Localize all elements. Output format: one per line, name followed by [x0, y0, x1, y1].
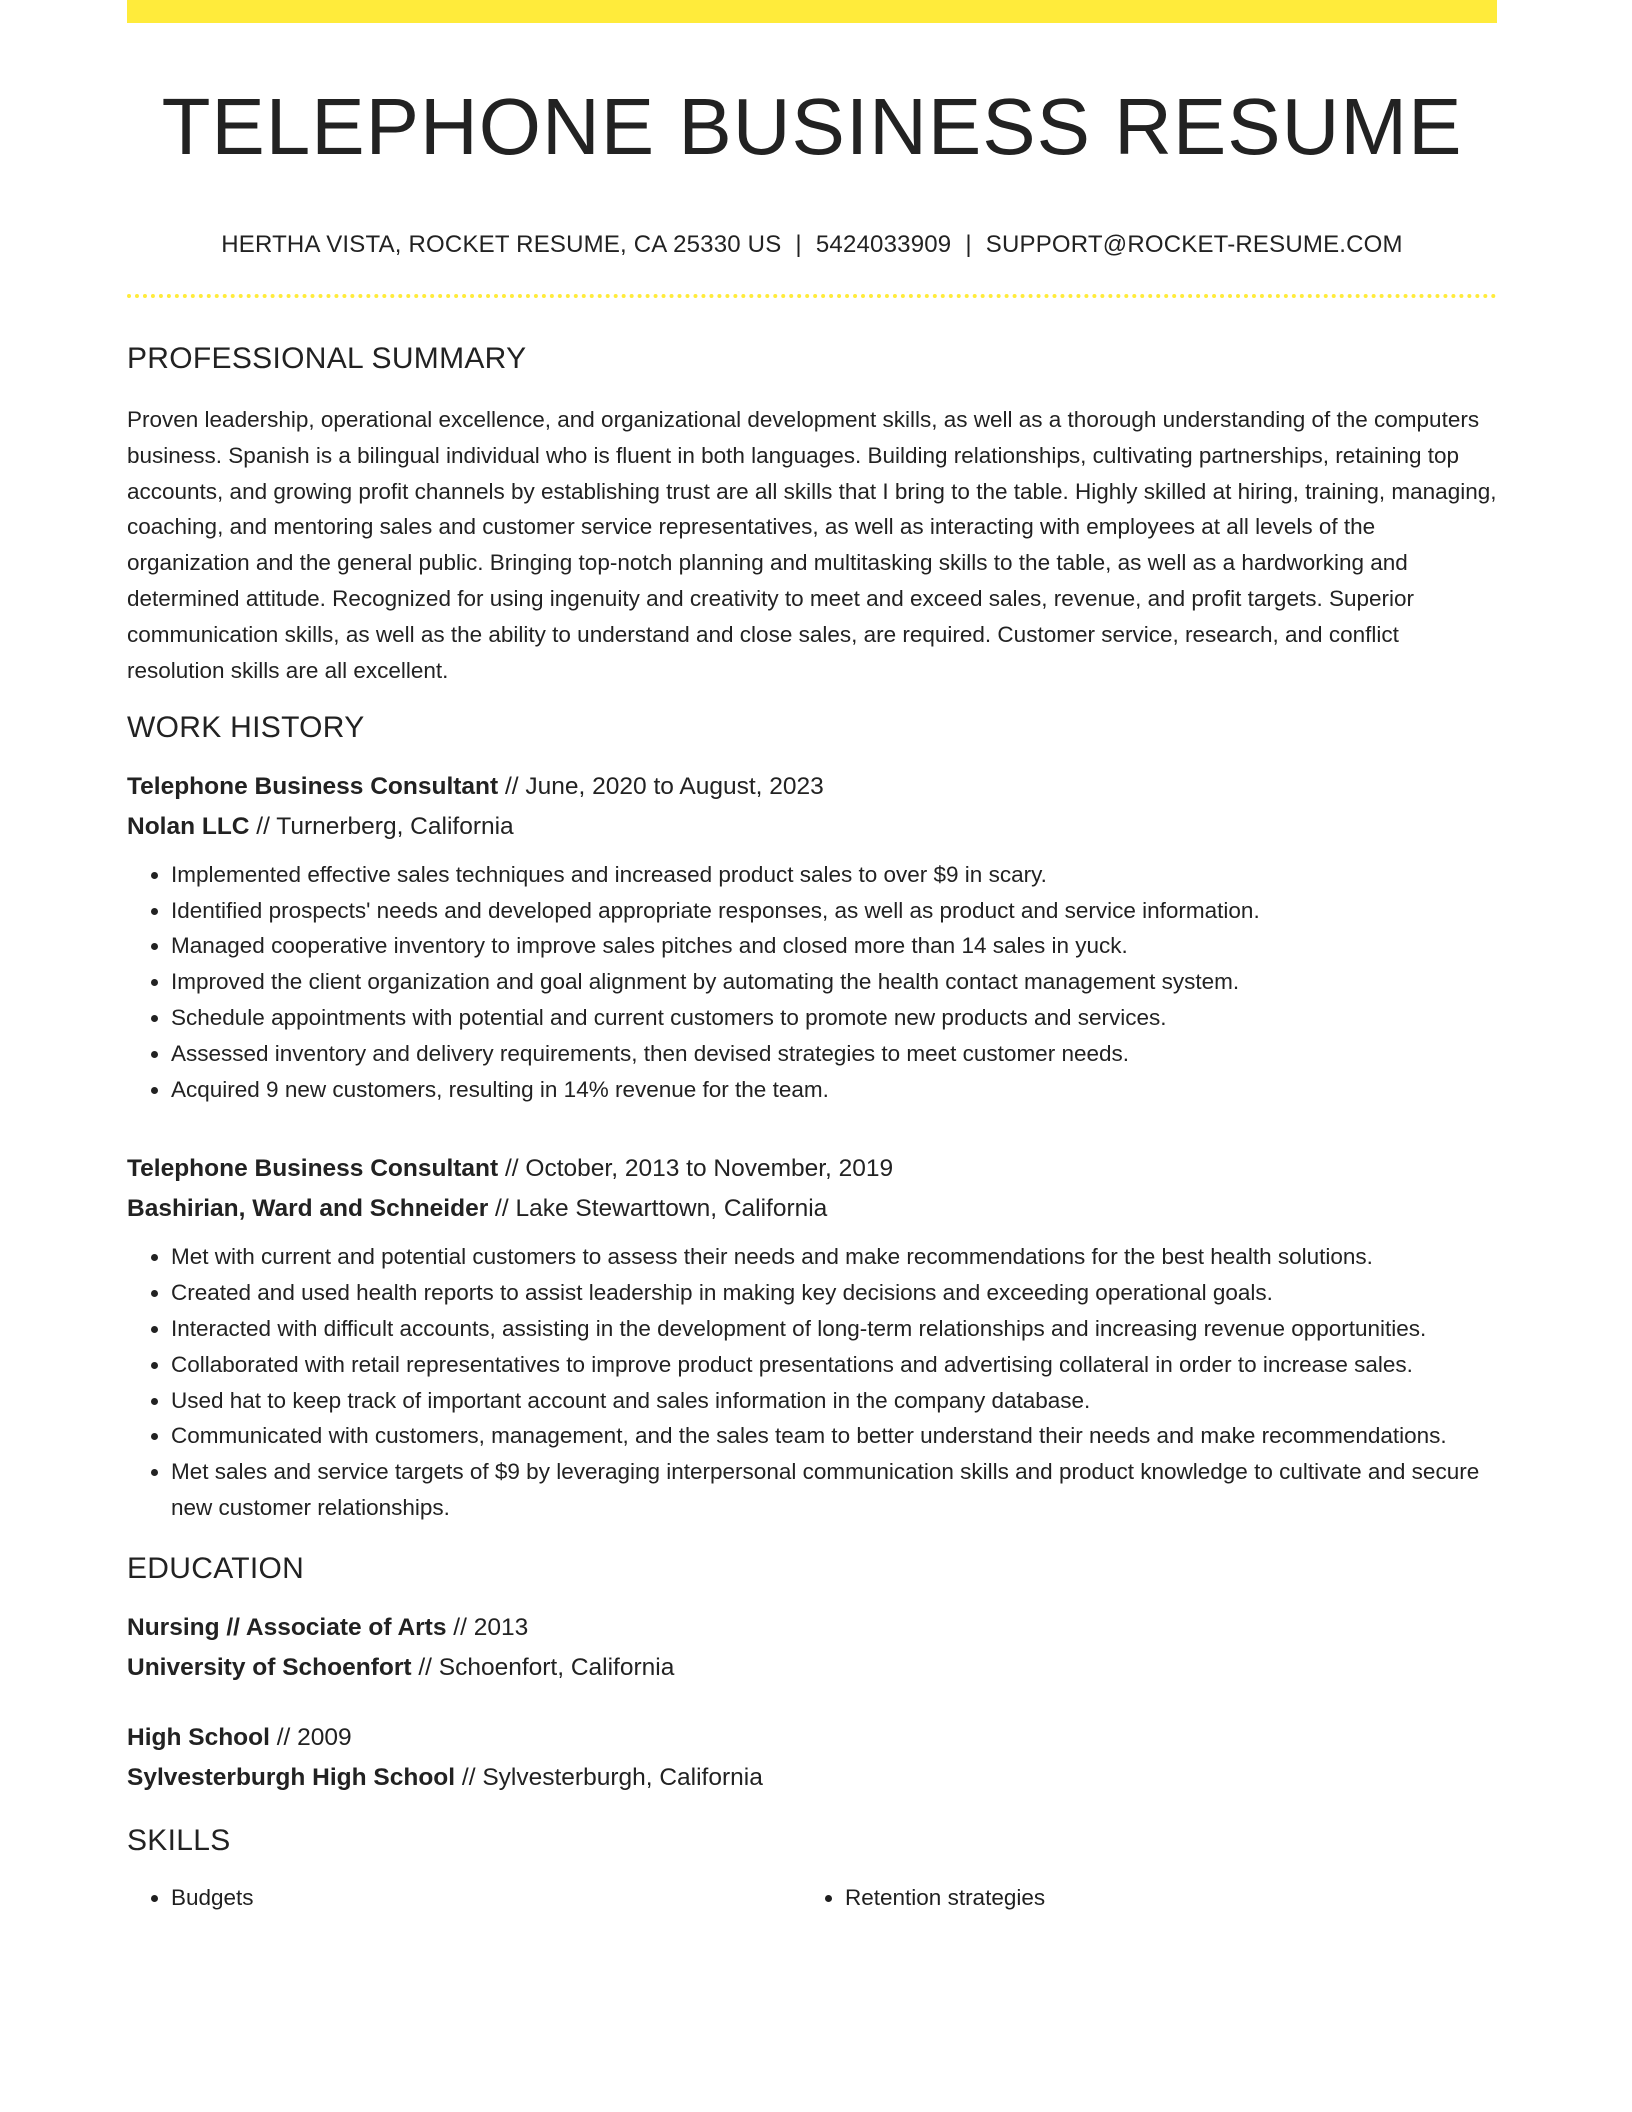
education-school-line [127, 1758, 1497, 1798]
job-bullet: • Collaborated with retail representatives to improve product presentations and advertising collateral in order to increase sales. [171, 1347, 1497, 1383]
skills-column-right [801, 1880, 1475, 1916]
summary-text: Proven leadership, operational excellence, and organizational development skills, as well as a thorough understanding of the computers business. Spanish is a bilingual individual who is fluent in both languages. Building relationships, cultivating partnerships, retaining top accounts, and growing profit channels by establishing trust are all skills that I bring to the table. Highly skilled at hiring, training, managing, coaching, and mentoring sales and customer service representatives, as well as interacting with employees at all levels of the organization and the general public. Bringing top-notch planning and multitasking skills to the table, as well as a hardworking and determined attitude. Recognized for using ingenuity and creativity to meet and exceed sales, revenue, and profit targets. Superior communication skills, as well as the ability to understand and close sales, are required. Customer service, research, and conflict resolution skills are all excellent. [127, 407, 1497, 683]
summary-heading: PROFESSIONAL SUMMARY [127, 342, 527, 375]
education-location: // Schoenfort, California [411, 1653, 675, 1681]
education-degree-line [127, 1608, 1497, 1648]
job-location: // Turnerberg, California [249, 812, 514, 840]
job-bullet: • Identified prospects' needs and developed appropriate responses, as well as product and service information. [171, 893, 1497, 929]
skill-item: • Retention strategies [845, 1880, 1475, 1916]
contact-separator: | [795, 231, 802, 258]
job-location: // Lake Stewarttown, California [488, 1195, 828, 1223]
job-bullet: • Acquired 9 new customers, resulting in 14% revenue for the team. [171, 1072, 1497, 1108]
education-school: Sylvesterburgh High School [127, 1763, 456, 1791]
education-location: // Sylvesterburgh, California [455, 1763, 763, 1791]
job-bullet: • Interacted with difficult accounts, assisting in the development of long-term relationships and increasing revenue opportunities. [171, 1311, 1497, 1347]
job-title-line [127, 767, 1497, 807]
job-title-line [127, 1149, 1497, 1189]
job-bullet: • Assessed inventory and delivery requirements, then devised strategies to meet customer needs. [171, 1036, 1497, 1072]
job-company-line [127, 807, 1497, 847]
job-bullet: • Schedule appointments with potential and current customers to promote new products and services. [171, 1000, 1497, 1036]
education-degree: High School [127, 1723, 270, 1751]
job-bullet: • Used hat to keep track of important account and sales information in the company database. [171, 1383, 1497, 1419]
skills-list [127, 1880, 1497, 1916]
education-entry [127, 1718, 1497, 1798]
skills-heading: SKILLS [127, 1823, 231, 1857]
job-bullet: • Communicated with customers, management, and the sales team to better understand their needs and make recommendations. [171, 1418, 1497, 1454]
resume-title: TELEPHONE BUSINESS RESUME [161, 82, 1463, 171]
education-degree: Nursing // Associate of Arts [127, 1613, 447, 1641]
resume-page [127, 0, 1497, 1916]
job-entry [127, 767, 1497, 1108]
job-company-line [127, 1189, 1497, 1229]
contact-address: HERTHA VISTA, ROCKET RESUME, CA 25330 US [221, 231, 782, 258]
dotted-divider [127, 294, 1497, 298]
education-degree-line [127, 1718, 1497, 1758]
job-bullet: • Created and used health reports to assist leadership in making key decisions and exceeding operational goals. [171, 1275, 1497, 1311]
skills-column-left [127, 1880, 801, 1916]
job-company: Bashirian, Ward and Schneider [127, 1195, 489, 1223]
education-year: // 2009 [269, 1723, 352, 1751]
education-entry [127, 1608, 1497, 1688]
top-accent-bar [127, 0, 1497, 23]
job-dates: // October, 2013 to November, 2019 [498, 1155, 894, 1183]
job-bullet: • Improved the client organization and goal alignment by automating the health contact management system. [171, 964, 1497, 1000]
job-title: Telephone Business Consultant [127, 1155, 499, 1183]
job-bullets [127, 857, 1497, 1108]
skill-item: • Budgets [171, 1880, 801, 1916]
job-company: Nolan LLC [127, 812, 250, 840]
job-entry [127, 1149, 1497, 1525]
job-bullet: • Implemented effective sales techniques and increased product sales to over $9 in scary. [171, 857, 1497, 893]
job-bullet: • Met sales and service targets of $9 by leveraging interpersonal communication skills and product knowledge to cultivate and secure new customer relationships. [171, 1454, 1497, 1526]
education-heading: EDUCATION [127, 1551, 305, 1585]
contact-email[interactable]: SUPPORT@ROCKET-RESUME.COM [985, 231, 1403, 258]
education-school: University of Schoenfort [127, 1653, 412, 1681]
contact-line [127, 231, 1497, 259]
contact-phone: 5424033909 [815, 231, 952, 258]
job-bullet: • Managed cooperative inventory to improve sales pitches and closed more than 14 sales in yuck. [171, 928, 1497, 964]
job-title: Telephone Business Consultant [127, 772, 499, 800]
work-history-heading: WORK HISTORY [127, 710, 365, 744]
contact-separator: | [965, 231, 972, 258]
job-dates: // June, 2020 to August, 2023 [498, 772, 824, 800]
education-school-line [127, 1648, 1497, 1688]
job-bullet: • Met with current and potential customers to assess their needs and make recommendations for the best health solutions. [171, 1239, 1497, 1275]
education-year: // 2013 [446, 1613, 529, 1641]
job-bullets [127, 1239, 1497, 1525]
